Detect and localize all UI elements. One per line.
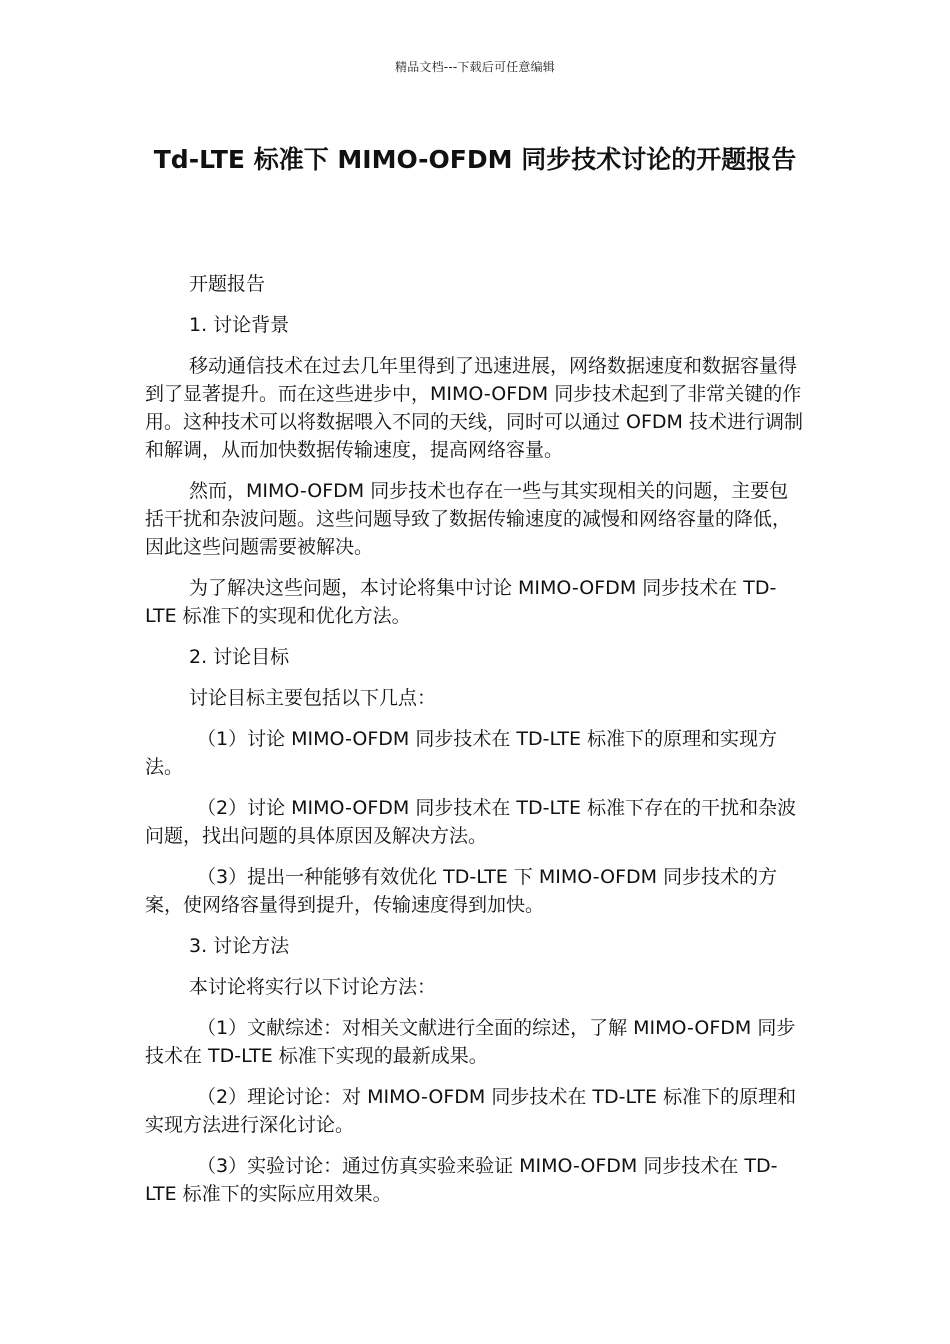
paragraph-background-1: 移动通信技术在过去几年里得到了迅速进展，网络数据速度和数据容量得到了显著提升。而在这些进步中，MIMO-OFDM 同步技术起到了非常关键的作用。这种技术可以将数据喂入不同的天线，同时可以通过 OFDM 技术进行调制和解调，从而加快数据传输速度，提高网络容量。 [145, 355, 803, 461]
section-heading-methods: 3. 讨论方法 [189, 935, 290, 957]
list-item-goal-2: （2）讨论 MIMO-OFDM 同步技术在 TD-LTE 标准下存在的干扰和杂波问题，找出问题的具体原因及解决方法。 [145, 797, 797, 847]
list-item-method-3: （3）实验讨论：通过仿真实验来验证 MIMO-OFDM 同步技术在 TD-LTE 标准下的实际应用效果。 [145, 1155, 778, 1205]
paragraph-methods-intro: 本讨论将实行以下讨论方法： [189, 976, 437, 998]
paragraph-background-3: 为了解决这些问题，本讨论将集中讨论 MIMO-OFDM 同步技术在 TD-LTE 标准下的实现和优化方法。 [145, 577, 777, 627]
section-heading-background: 1. 讨论背景 [189, 314, 290, 336]
section-label: 开题报告 [189, 273, 266, 295]
document-body [145, 270, 805, 1221]
list-item-goal-3: （3）提出一种能够有效优化 TD-LTE 下 MIMO-OFDM 同步技术的方案，使网络容量得到提升，传输速度得到加快。 [145, 866, 778, 916]
section-heading-goals: 2. 讨论目标 [189, 646, 290, 668]
header-note: 精品文档---下载后可任意编辑 [395, 60, 555, 74]
paragraph-goals-intro: 讨论目标主要包括以下几点： [189, 687, 437, 709]
list-item-method-1: （1）文献综述：对相关文献进行全面的综述，了解 MIMO-OFDM 同步技术在 TD-LTE 标准下实现的最新成果。 [145, 1017, 796, 1067]
document-title: Td-LTE 标准下 MIMO-OFDM 同步技术讨论的开题报告 [153, 145, 797, 174]
list-item-method-2: （2）理论讨论：对 MIMO-OFDM 同步技术在 TD-LTE 标准下的原理和实现方法进行深化讨论。 [145, 1086, 797, 1136]
paragraph-background-2: 然而，MIMO-OFDM 同步技术也存在一些与其实现相关的问题，主要包括干扰和杂波问题。这些问题导致了数据传输速度的减慢和网络容量的降低，因此这些问题需要被解决。 [145, 480, 792, 558]
list-item-goal-1: （1）讨论 MIMO-OFDM 同步技术在 TD-LTE 标准下的原理和实现方法。 [145, 728, 778, 778]
